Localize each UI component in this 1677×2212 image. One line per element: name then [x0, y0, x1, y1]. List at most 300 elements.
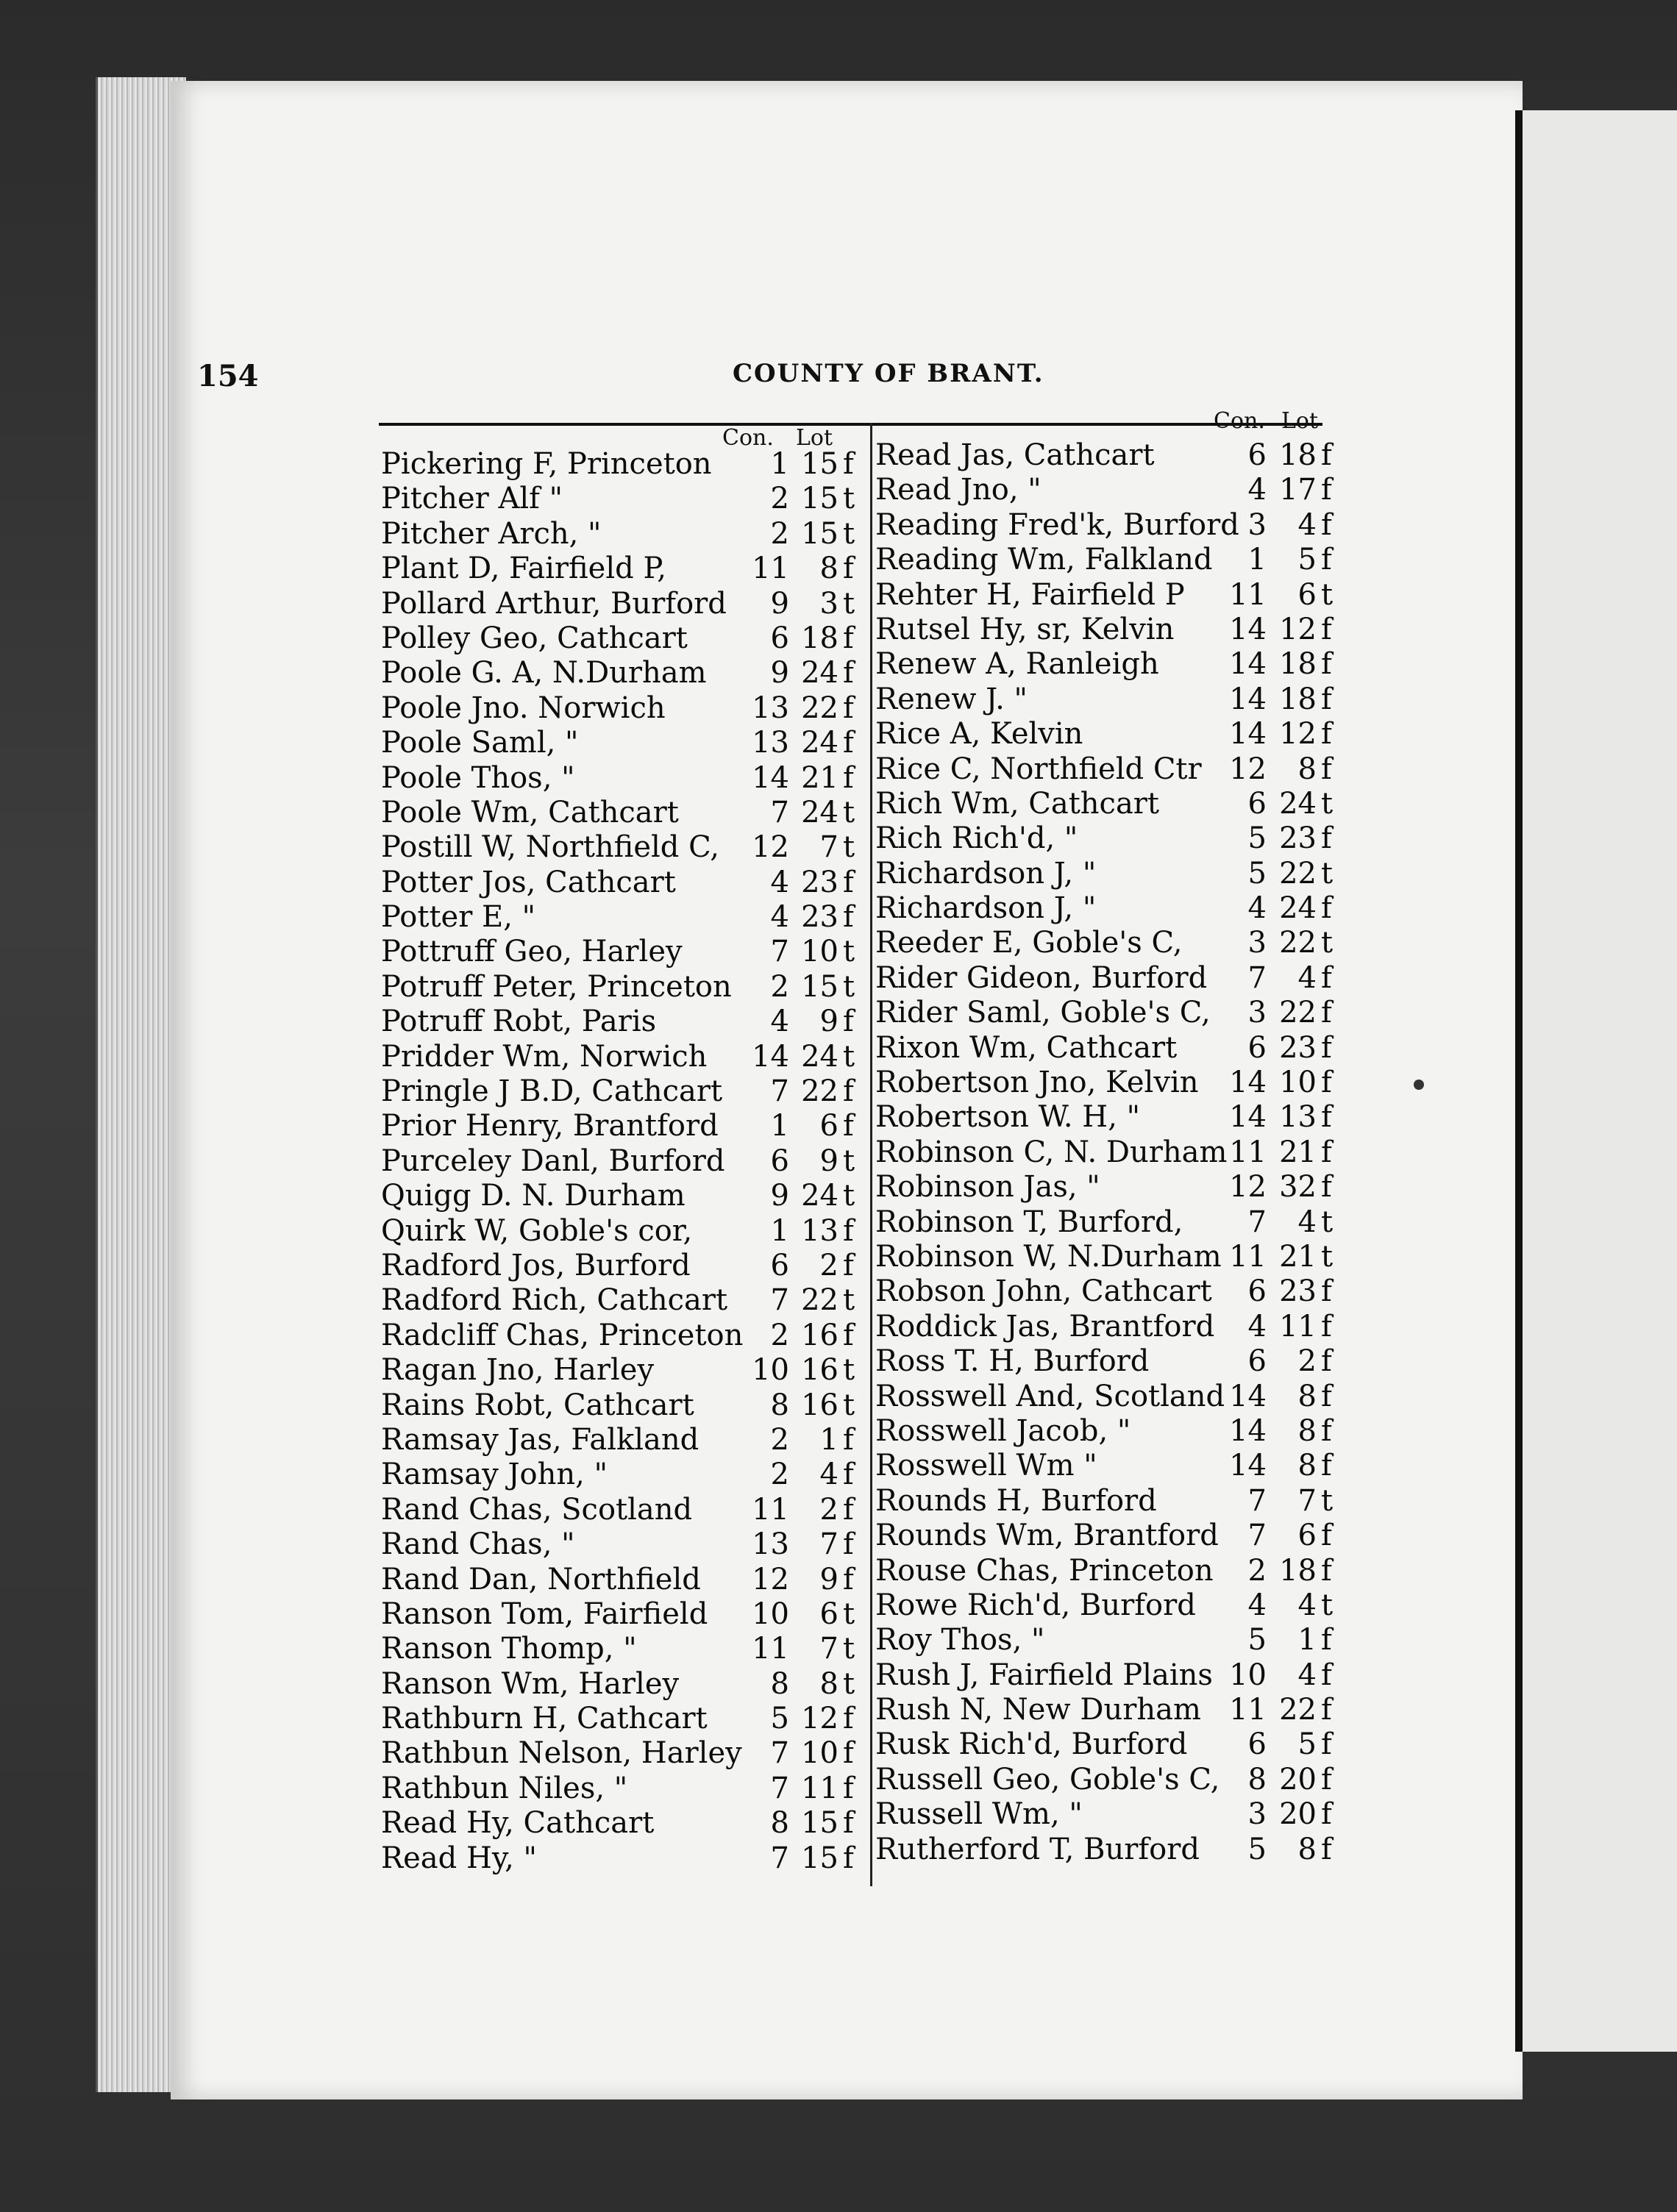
- entry-name: Rutherford T, Burford: [875, 1832, 1200, 1866]
- directory-entry: [875, 1588, 1346, 1623]
- entry-name: Rand Chas, Scotland: [381, 1492, 693, 1527]
- lot-number: 23: [801, 865, 838, 899]
- tenure-code: f: [1321, 1727, 1332, 1762]
- lot-number: 24: [801, 795, 838, 830]
- tenure-code: t: [843, 1039, 855, 1074]
- lot-number: 16: [801, 1318, 838, 1352]
- entry-name: Read Jas, Cathcart: [875, 438, 1155, 472]
- entry-name: Rixon Wm, Cathcart: [875, 1030, 1178, 1065]
- directory-entry: [381, 1214, 852, 1249]
- concession-number: 14: [752, 1039, 789, 1074]
- concession-number: 12: [1229, 752, 1267, 786]
- lot-number: 9: [819, 1144, 838, 1178]
- entry-name: Rice C, Northfield Ctr: [875, 752, 1202, 786]
- concession-number: 13: [752, 691, 789, 725]
- concession-number: 5: [770, 1702, 789, 1736]
- tenure-code: t: [843, 935, 855, 969]
- lot-number: 4: [1297, 1588, 1317, 1622]
- concession-number: 3: [1247, 507, 1267, 542]
- lot-number: 11: [1279, 1309, 1317, 1344]
- lot-number: 11: [801, 1771, 838, 1805]
- lot-number: 15: [801, 969, 838, 1004]
- lot-number: 4: [1297, 507, 1317, 542]
- tenure-code: t: [843, 1666, 855, 1701]
- lot-number: 22: [801, 1074, 838, 1109]
- concession-number: 2: [770, 1318, 789, 1352]
- tenure-code: f: [1321, 1519, 1332, 1553]
- concession-number: 6: [770, 1248, 789, 1282]
- concession-number: 6: [1247, 438, 1267, 472]
- entry-name: Read Hy, Cathcart: [381, 1806, 655, 1841]
- lot-number: 21: [1279, 1239, 1317, 1274]
- lot-number: 12: [801, 1702, 838, 1736]
- lot-number: 23: [1279, 1274, 1317, 1309]
- directory-entry: [875, 1763, 1346, 1797]
- concession-number: 13: [752, 1527, 789, 1562]
- directory-entry: [381, 1249, 852, 1283]
- tenure-code: t: [843, 1632, 855, 1666]
- lot-number: 32: [1279, 1170, 1317, 1205]
- entry-name: Ramsay John, ": [381, 1458, 608, 1492]
- lot-number: 15: [801, 482, 838, 516]
- tenure-code: f: [1321, 1553, 1332, 1588]
- tenure-code: f: [1321, 438, 1332, 472]
- lot-number: 4: [1297, 1205, 1317, 1239]
- entry-name: Rounds H, Burford: [875, 1483, 1157, 1518]
- facing-page-edge: [1523, 110, 1677, 2052]
- directory-entry: [381, 1423, 852, 1458]
- concession-number: 4: [1247, 1588, 1267, 1622]
- directory-entry: [381, 1074, 852, 1109]
- concession-number: 7: [770, 1771, 789, 1805]
- tenure-code: f: [1321, 960, 1332, 995]
- entry-name: Roddick Jas, Brantford: [875, 1309, 1215, 1344]
- tenure-code: f: [843, 1458, 854, 1492]
- lot-number: 17: [1279, 473, 1317, 507]
- tenure-code: t: [843, 1179, 855, 1213]
- directory-entry: [875, 1623, 1346, 1658]
- directory-entry: [381, 1702, 852, 1736]
- tenure-code: f: [843, 760, 854, 795]
- lot-number: 16: [801, 1388, 838, 1422]
- lot-number: 8: [1297, 1413, 1317, 1448]
- concession-number: 2: [770, 516, 789, 551]
- entry-name: Poole Wm, Cathcart: [381, 795, 679, 830]
- directory-entry: [875, 1727, 1346, 1762]
- directory-entry: [875, 1797, 1346, 1832]
- tenure-code: f: [1321, 1309, 1332, 1344]
- entry-name: Rand Chas, ": [381, 1527, 575, 1562]
- entry-name: Purceley Danl, Burford: [381, 1144, 725, 1178]
- lot-number: 10: [801, 935, 838, 969]
- directory-entry: [381, 1527, 852, 1562]
- entry-name: Pickering F, Princeton: [381, 447, 712, 481]
- directory-entry: [875, 1693, 1346, 1727]
- directory-entry: [875, 1833, 1346, 1867]
- concession-number: 8: [1247, 1762, 1267, 1797]
- tenure-code: f: [843, 1736, 854, 1771]
- directory-entry: [875, 682, 1346, 717]
- concession-number: 11: [1229, 1239, 1267, 1274]
- tenure-code: t: [843, 586, 855, 621]
- directory-entry: [875, 1414, 1346, 1449]
- entry-name: Rush N, New Durham: [875, 1693, 1201, 1727]
- tenure-code: f: [1321, 543, 1332, 577]
- concession-number: 11: [752, 1492, 789, 1527]
- tenure-code: f: [1321, 1100, 1332, 1135]
- con-header: Con.: [1214, 408, 1265, 434]
- lot-number: 13: [1279, 1100, 1317, 1135]
- concession-number: 2: [770, 1422, 789, 1457]
- lot-number: 12: [1279, 717, 1317, 752]
- directory-entry: [875, 926, 1346, 960]
- running-title: COUNTY OF BRANT.: [733, 359, 1044, 388]
- lot-number: 18: [1279, 647, 1317, 682]
- entry-name: Robinson T, Burford,: [875, 1205, 1183, 1239]
- directory-entry: [381, 621, 852, 656]
- lot-number: 7: [819, 830, 838, 865]
- entry-name: Robson John, Cathcart: [875, 1274, 1212, 1309]
- concession-number: 1: [1247, 543, 1267, 577]
- directory-entry: [381, 516, 855, 552]
- tenure-code: t: [1321, 786, 1334, 821]
- lot-number: 24: [801, 656, 838, 691]
- lot-number: 22: [1279, 856, 1317, 891]
- entry-name: Russell Wm, ": [875, 1797, 1083, 1832]
- tenure-code: f: [843, 1527, 854, 1562]
- tenure-code: f: [1321, 1030, 1332, 1065]
- tenure-code: f: [843, 1841, 854, 1875]
- concession-number: 14: [1229, 1413, 1267, 1448]
- concession-number: 8: [770, 1666, 789, 1701]
- tenure-code: f: [843, 1248, 854, 1282]
- concession-number: 6: [1247, 1727, 1267, 1762]
- entry-name: Plant D, Fairfield P,: [381, 552, 666, 586]
- directory-entry: [875, 1380, 1346, 1414]
- entry-name: Quirk W, Goble's cor,: [381, 1213, 693, 1248]
- entry-name: Polley Geo, Cathcart: [381, 621, 688, 655]
- concession-number: 12: [752, 1562, 789, 1596]
- directory-entry: [875, 1066, 1346, 1100]
- directory-entry: [875, 578, 1346, 613]
- concession-number: 6: [1247, 1344, 1267, 1379]
- directory-entry: [381, 1563, 852, 1597]
- directory-entry: [381, 1632, 855, 1666]
- book-gutter: [1515, 110, 1523, 2052]
- directory-entry: [875, 1658, 1346, 1693]
- concession-number: 6: [1247, 1030, 1267, 1065]
- concession-number: 8: [770, 1388, 789, 1422]
- tenure-code: f: [1321, 612, 1332, 646]
- directory-entry: [875, 613, 1346, 647]
- directory-entry: [875, 1484, 1346, 1519]
- tenure-code: f: [843, 1318, 854, 1352]
- entry-name: Ranson Wm, Harley: [381, 1666, 680, 1701]
- entry-name: Pringle J B.D, Cathcart: [381, 1074, 723, 1109]
- page-number: 154: [197, 359, 259, 393]
- concession-number: 10: [752, 1353, 789, 1388]
- concession-number: 11: [1229, 1135, 1267, 1169]
- concession-number: 14: [752, 760, 789, 795]
- entry-name: Rehter H, Fairfield P: [875, 577, 1185, 612]
- entry-name: Rush J, Fairfield Plains: [875, 1658, 1213, 1692]
- lot-number: 10: [801, 1736, 838, 1771]
- concession-number: 4: [770, 1005, 789, 1039]
- directory-entry: [381, 1841, 852, 1876]
- entry-name: Postill W, Northfield C,: [381, 830, 720, 865]
- tenure-code: f: [1321, 682, 1332, 716]
- concession-number: 9: [770, 656, 789, 691]
- concession-number: 3: [1247, 926, 1267, 960]
- concession-number: 7: [1247, 1519, 1267, 1553]
- concession-number: 14: [1229, 1066, 1267, 1100]
- directory-entry: [875, 1274, 1346, 1309]
- concession-number: 14: [1229, 717, 1267, 752]
- entry-name: Rathburn H, Cathcart: [381, 1702, 708, 1736]
- tenure-code: f: [843, 1806, 854, 1841]
- entry-name: Rich Wm, Cathcart: [875, 786, 1159, 821]
- directory-entry: [875, 857, 1346, 891]
- tenure-code: t: [1321, 926, 1334, 960]
- tenure-code: t: [1321, 1588, 1334, 1622]
- tenure-code: f: [843, 1562, 854, 1596]
- directory-entry: [381, 795, 855, 830]
- lot-number: 8: [819, 552, 838, 586]
- lot-number: 18: [1279, 682, 1317, 716]
- lot-number: 4: [819, 1458, 838, 1492]
- entry-name: Renew J. ": [875, 682, 1028, 716]
- entry-name: Pitcher Arch, ": [381, 516, 602, 551]
- concession-number: 10: [1229, 1658, 1267, 1692]
- lot-number: 6: [819, 1596, 838, 1631]
- directory-entry: [875, 1310, 1346, 1344]
- lot-number: 5: [1297, 1727, 1317, 1762]
- entry-name: Ranson Thomp, ": [381, 1632, 637, 1666]
- lot-number: 1: [1297, 1623, 1317, 1658]
- entry-name: Rutsel Hy, sr, Kelvin: [875, 612, 1175, 646]
- lot-number: 24: [801, 1179, 838, 1213]
- concession-number: 4: [770, 865, 789, 899]
- lot-number: 22: [801, 1283, 838, 1318]
- concession-number: 8: [770, 1806, 789, 1841]
- directory-entry: [381, 726, 852, 760]
- directory-entry: [381, 1388, 855, 1423]
- lot-number: 7: [1297, 1483, 1317, 1518]
- directory-entry: [875, 1100, 1346, 1135]
- entry-name: Pridder Wm, Norwich: [381, 1039, 708, 1074]
- entry-name: Ross T. H, Burford: [875, 1344, 1150, 1379]
- con-header: Con.: [722, 425, 774, 451]
- directory-entry: [875, 1344, 1346, 1379]
- entry-name: Potruff Robt, Paris: [381, 1005, 657, 1039]
- concession-number: 6: [770, 621, 789, 655]
- tenure-code: f: [1321, 473, 1332, 507]
- entry-name: Rosswell Wm ": [875, 1449, 1097, 1483]
- tenure-code: f: [1321, 1344, 1332, 1379]
- tenure-code: f: [1321, 1693, 1332, 1727]
- directory-entry: [875, 543, 1346, 577]
- directory-entry: [381, 656, 852, 691]
- directory-entry: [381, 1666, 855, 1702]
- tenure-code: t: [843, 969, 855, 1004]
- tenure-code: t: [843, 516, 855, 551]
- tenure-code: f: [1321, 1413, 1332, 1448]
- lot-number: 18: [1279, 1553, 1317, 1588]
- entry-name: Renew A, Ranleigh: [875, 647, 1159, 682]
- entry-name: Radford Rich, Cathcart: [381, 1283, 728, 1318]
- directory-entry: [381, 830, 855, 865]
- tenure-code: f: [843, 865, 854, 899]
- tenure-code: t: [1321, 1239, 1334, 1274]
- tenure-code: f: [1321, 507, 1332, 542]
- lot-number: 15: [801, 447, 838, 481]
- tenure-code: t: [843, 1353, 855, 1388]
- directory-entry: [875, 961, 1346, 996]
- tenure-code: t: [1321, 856, 1334, 891]
- directory-entry: [381, 1736, 852, 1771]
- tenure-code: f: [1321, 1658, 1332, 1692]
- lot-number: 24: [1279, 891, 1317, 926]
- lot-number: 20: [1279, 1762, 1317, 1797]
- entry-name: Potruff Peter, Princeton: [381, 969, 732, 1004]
- left-directory-column: [381, 447, 855, 1876]
- directory-entry: [381, 586, 855, 621]
- entry-name: Radford Jos, Burford: [381, 1248, 691, 1282]
- lot-number: 24: [801, 1039, 838, 1074]
- lot-number: 6: [819, 1109, 838, 1144]
- tenure-code: f: [1321, 1832, 1332, 1866]
- directory-entry: [875, 996, 1346, 1030]
- entry-name: Rathbun Nelson, Harley: [381, 1736, 742, 1771]
- directory-entry: [875, 438, 1346, 473]
- lot-number: 8: [819, 1666, 838, 1701]
- lot-number: 2: [819, 1248, 838, 1282]
- directory-entry: [875, 1449, 1346, 1483]
- lot-number: 9: [819, 1005, 838, 1039]
- tenure-code: t: [843, 1144, 855, 1178]
- tenure-code: f: [1321, 996, 1332, 1030]
- directory-entry: [875, 1519, 1346, 1553]
- tenure-code: f: [1321, 1623, 1332, 1658]
- lot-number: 15: [801, 516, 838, 551]
- lot-number: 22: [801, 691, 838, 725]
- entry-name: Rice A, Kelvin: [875, 717, 1083, 752]
- entry-name: Read Hy, ": [381, 1841, 537, 1875]
- lot-number: 4: [1297, 1658, 1317, 1692]
- concession-number: 7: [770, 1283, 789, 1318]
- concession-number: 9: [770, 1179, 789, 1213]
- directory-entry: [875, 752, 1346, 787]
- directory-entry: [875, 1031, 1346, 1066]
- lot-number: 7: [819, 1632, 838, 1666]
- lot-number: 15: [801, 1841, 838, 1875]
- concession-number: 7: [1247, 1483, 1267, 1518]
- tenure-code: f: [1321, 1379, 1332, 1413]
- concession-number: 7: [770, 795, 789, 830]
- concession-number: 14: [1229, 1100, 1267, 1135]
- directory-entry: [875, 821, 1346, 856]
- entry-name: Poole G. A, N.Durham: [381, 656, 707, 691]
- lot-number: 8: [1297, 1832, 1317, 1866]
- tenure-code: t: [1321, 577, 1334, 612]
- tenure-code: f: [843, 691, 854, 725]
- directory-entry: [875, 787, 1346, 821]
- lot-number: 6: [1297, 1519, 1317, 1553]
- directory-entry: [875, 891, 1346, 926]
- tenure-code: f: [843, 1213, 854, 1248]
- entry-name: Poole Thos, ": [381, 760, 575, 795]
- concession-number: 14: [1229, 1449, 1267, 1483]
- lot-number: 22: [1279, 996, 1317, 1030]
- lot-number: 18: [801, 621, 838, 655]
- directory-entry: [381, 1596, 855, 1632]
- entry-name: Rosswell Jacob, ": [875, 1413, 1131, 1448]
- concession-number: 2: [770, 482, 789, 516]
- lot-number: 10: [1279, 1066, 1317, 1100]
- entry-name: Rand Dan, Northfield: [381, 1562, 701, 1596]
- tenure-code: f: [843, 726, 854, 760]
- directory-entry: [875, 1554, 1346, 1588]
- tenure-code: f: [843, 1005, 854, 1039]
- entry-name: Pollard Arthur, Burford: [381, 586, 727, 621]
- tenure-code: f: [843, 656, 854, 691]
- concession-number: 3: [1247, 1797, 1267, 1832]
- directory-entry: [875, 1135, 1346, 1170]
- entry-name: Poole Jno. Norwich: [381, 691, 666, 725]
- tenure-code: f: [843, 1771, 854, 1805]
- concession-number: 11: [752, 1632, 789, 1666]
- column-divider: [870, 423, 872, 1886]
- directory-entry: [381, 1039, 855, 1074]
- concession-number: 4: [1247, 891, 1267, 926]
- concession-number: 11: [1229, 1693, 1267, 1727]
- entry-name: Quigg D. N. Durham: [381, 1179, 686, 1213]
- tenure-code: f: [1321, 717, 1332, 752]
- header-rule: [379, 423, 1322, 426]
- entry-name: Potter E, ": [381, 900, 536, 935]
- concession-number: 14: [1229, 612, 1267, 646]
- concession-number: 10: [752, 1596, 789, 1631]
- concession-number: 7: [770, 1074, 789, 1109]
- tenure-code: f: [843, 1074, 854, 1109]
- concession-number: 5: [1247, 821, 1267, 856]
- lot-header: Lot: [1281, 408, 1319, 434]
- concession-number: 9: [770, 586, 789, 621]
- lot-number: 24: [1279, 786, 1317, 821]
- lot-number: 12: [1279, 612, 1317, 646]
- lot-number: 16: [801, 1353, 838, 1388]
- tenure-code: f: [1321, 752, 1332, 786]
- tenure-code: f: [843, 900, 854, 935]
- lot-number: 13: [801, 1213, 838, 1248]
- entry-name: Robinson C, N. Durham: [875, 1135, 1228, 1169]
- concession-number: 7: [1247, 960, 1267, 995]
- entry-name: Radcliff Chas, Princeton: [381, 1318, 744, 1352]
- directory-entry: [381, 1283, 855, 1318]
- tenure-code: f: [843, 447, 854, 481]
- lot-number: 2: [819, 1492, 838, 1527]
- lot-header: Lot: [796, 425, 833, 451]
- concession-number: 7: [1247, 1205, 1267, 1239]
- entry-name: Ramsay Jas, Falkland: [381, 1422, 699, 1457]
- concession-number: 1: [770, 1213, 789, 1248]
- concession-number: 6: [770, 1144, 789, 1178]
- tenure-code: f: [843, 1422, 854, 1457]
- lot-number: 1: [819, 1422, 838, 1457]
- concession-number: 12: [1229, 1170, 1267, 1205]
- directory-entry: [381, 1319, 852, 1353]
- entry-name: Robinson Jas, ": [875, 1170, 1100, 1205]
